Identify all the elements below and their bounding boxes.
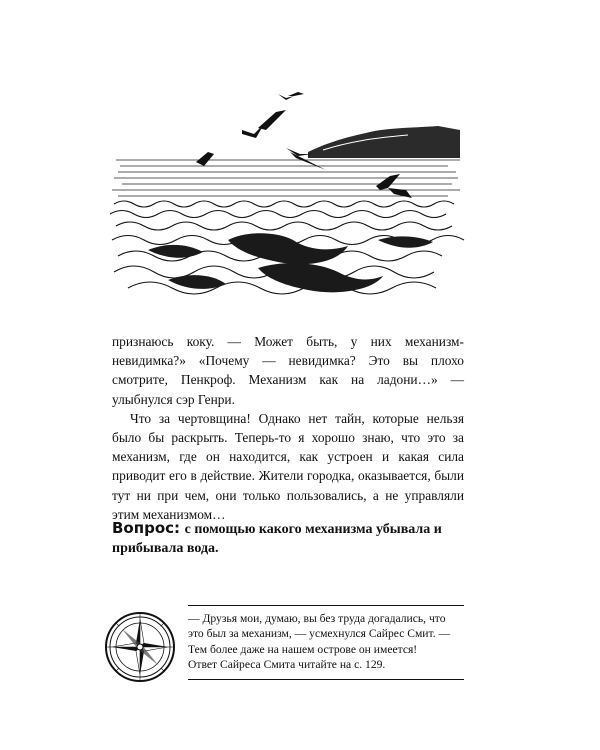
compass-rose-icon: [104, 611, 176, 683]
paragraph-1: признаюсь коку. — Может быть, у них механизм-невидимка?» «Почему — невидимка? Это вы плохо смотрите, Пенкроф. Механизм как на ладони…» — улыбнулся сэр Генри.: [112, 334, 464, 407]
note-line: — Друзья мои, думаю, вы без труда догадались, что: [188, 612, 446, 625]
note-line: Ответ Сайреса Смита читайте на с. 129.: [188, 658, 386, 672]
seascape-illustration: [108, 90, 468, 305]
question-block: [112, 519, 464, 558]
note-line: это был за механизм, — усмехнулся Сайрес Смит. —: [188, 627, 451, 641]
paragraph-2: Что за чертовщина! Однако нет тайн, которые нельзя было бы раскрыть. Теперь-то я хорошо знаю, что это за механизм, где он находится, как устроен и какая сила приводит его в действие. Жители городка, оказывается, были тут ни при чем, они только пользовались, а не управляли этим механизмом…: [112, 410, 464, 522]
body-text: [112, 332, 464, 524]
answer-note: [188, 605, 464, 680]
seascape-with-seagulls-icon: [108, 90, 468, 305]
note-line: Тем более даже на нашем острове он имеется!: [188, 642, 418, 656]
question-label: Вопрос:: [112, 519, 181, 537]
question-text: с помощью какого механизма убывала и прибывала вода.: [112, 522, 442, 557]
